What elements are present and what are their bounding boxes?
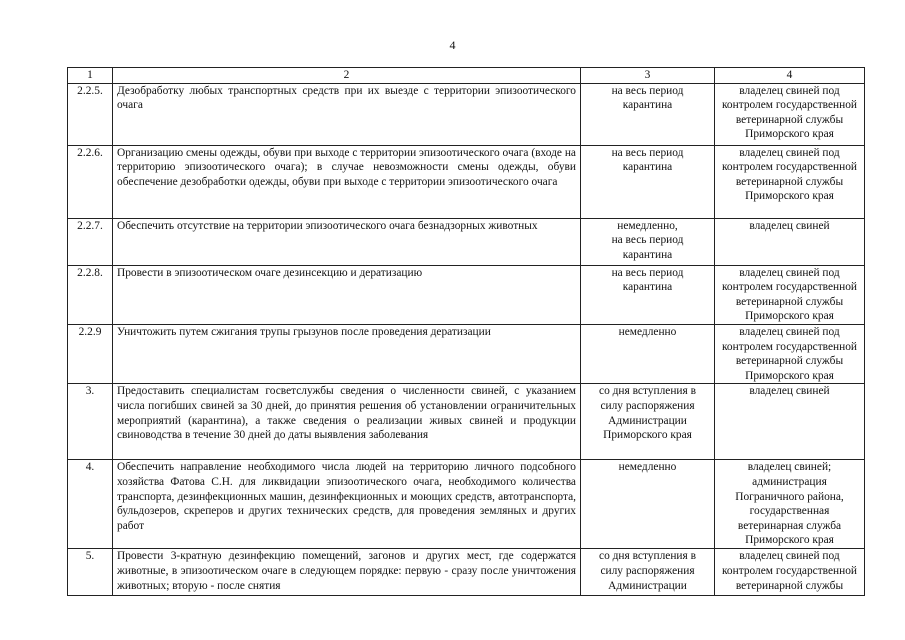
responsible-line: ветеринарной службы xyxy=(735,579,844,592)
period-line: немедленно xyxy=(618,325,677,338)
table-row xyxy=(68,324,865,383)
item-action: Обеспечить отсутствие на территории эпизоотического очага безнадзорных животных xyxy=(113,218,581,265)
item-responsible xyxy=(715,83,865,145)
item-responsible xyxy=(715,145,865,218)
header-col-1: 1 xyxy=(68,68,113,84)
item-number: 2.2.6. xyxy=(68,145,113,218)
responsible-line: ветеринарной службы xyxy=(735,355,844,368)
table-row xyxy=(68,218,865,265)
period-line: на весь период xyxy=(611,146,684,159)
period-line: немедленно xyxy=(618,461,677,474)
item-action: Предоставить специалистам госветслужбы сведения о численности свиней, с указанием числа погибших свиней за 30 дней, до принятия решения об установлении ограничительных мероприятий (карантина), а также сведения о реализации живых свиней и продукции свиноводства в течение 30 дней до даты выявления заболевания xyxy=(113,384,581,460)
responsible-line: владелец свиней; xyxy=(747,461,832,474)
responsible-line: Приморского края xyxy=(745,190,834,203)
table-row xyxy=(68,549,865,596)
item-number: 2.2.7. xyxy=(68,218,113,265)
item-number: 2.2.5. xyxy=(68,83,113,145)
period-line: со дня вступления в xyxy=(599,385,696,398)
item-responsible xyxy=(715,324,865,383)
item-responsible xyxy=(715,265,865,324)
item-action: Дезобработку любых транспортных средств при их выезде с территории эпизоотического очага xyxy=(113,83,581,145)
item-action: Провести 3-кратную дезинфекцию помещений, загонов и других мест, где содержатся животные, в эпизоотическом очаге в следующем порядке: первую - сразу после уничтожения животных; вторую - после снятия xyxy=(113,549,581,596)
period-line: на весь период xyxy=(611,266,684,279)
item-period xyxy=(581,460,715,549)
page-number: 4 xyxy=(449,38,456,52)
responsible-line: Приморского края xyxy=(745,128,834,141)
responsible-line: владелец свиней xyxy=(749,385,830,398)
item-period xyxy=(581,145,715,218)
table-row xyxy=(68,460,865,549)
responsible-line: контролем государственной xyxy=(721,564,858,577)
item-action: Уничтожить путем сжигания трупы грызунов после проведения дератизации xyxy=(113,324,581,383)
responsible-line: контролем государственной xyxy=(721,281,858,294)
period-line: карантина xyxy=(622,281,673,294)
measures-table xyxy=(67,67,865,596)
responsible-line: владелец свиней под xyxy=(739,325,840,338)
item-period xyxy=(581,324,715,383)
item-responsible xyxy=(715,384,865,460)
responsible-line: владелец свиней под xyxy=(739,550,840,563)
table-body xyxy=(68,83,865,596)
responsible-line: ветеринарная служба xyxy=(737,519,842,532)
header-col-2: 2 xyxy=(113,68,581,84)
item-period xyxy=(581,384,715,460)
period-line: силу распоряжения xyxy=(600,399,695,412)
responsible-line: владелец свиней под xyxy=(739,84,840,97)
responsible-line: контролем государственной xyxy=(721,340,858,353)
item-responsible xyxy=(715,218,865,265)
item-period xyxy=(581,218,715,265)
responsible-line: владелец свиней xyxy=(749,219,830,232)
table-row xyxy=(68,145,865,218)
period-line: карантина xyxy=(622,248,673,261)
responsible-line: Пограничного района, xyxy=(735,490,844,503)
table-row xyxy=(68,83,865,145)
responsible-line: владелец свиней под xyxy=(739,146,840,159)
responsible-line: государственная xyxy=(749,505,830,518)
header-col-3: 3 xyxy=(581,68,715,84)
item-number: 5. xyxy=(68,549,113,596)
item-period xyxy=(581,83,715,145)
item-responsible xyxy=(715,549,865,596)
period-line: карантина xyxy=(622,161,673,174)
item-number: 4. xyxy=(68,460,113,549)
period-line: карантина xyxy=(622,99,673,112)
item-number: 2.2.9 xyxy=(68,324,113,383)
responsible-line: ветеринарной службы xyxy=(735,295,844,308)
table-row xyxy=(68,265,865,324)
responsible-line: контролем государственной xyxy=(721,161,858,174)
item-number: 2.2.8. xyxy=(68,265,113,324)
responsible-line: Приморского края xyxy=(745,534,834,547)
item-action: Обеспечить направление необходимого числа людей на территорию личного подсобного хозяйства Фатова С.Н. для ликвидации эпизоотического очага, необходимого количества транспорта, дезинфекционных машин, дезинфекционных и моющих средств, автотранспорта, бульдозеров, скреперов и других технических средств, для проведения земляных и других работ xyxy=(113,460,581,549)
responsible-line: администрация xyxy=(752,475,827,488)
table-row xyxy=(68,384,865,460)
period-line: на весь период xyxy=(611,84,684,97)
period-line: на весь период xyxy=(611,234,684,247)
item-number: 3. xyxy=(68,384,113,460)
table-header-row xyxy=(68,68,865,84)
period-line: Администрации xyxy=(608,414,687,427)
period-line: со дня вступления в xyxy=(599,550,696,563)
responsible-line: ветеринарной службы xyxy=(735,175,844,188)
responsible-line: ветеринарной службы xyxy=(735,113,844,126)
responsible-line: Приморского края xyxy=(745,310,834,323)
responsible-line: контролем государственной xyxy=(721,99,858,112)
item-action: Провести в эпизоотическом очаге дезинсекцию и дератизацию xyxy=(113,265,581,324)
item-period xyxy=(581,265,715,324)
item-responsible xyxy=(715,460,865,549)
period-line: немедленно, xyxy=(617,219,678,232)
responsible-line: Приморского края xyxy=(745,369,834,382)
period-line: Приморского края xyxy=(603,429,692,442)
period-line: силу распоряжения xyxy=(600,564,695,577)
item-action: Организацию смены одежды, обуви при выходе с территории эпизоотического очага (входе на территорию эпизоотического очага); в случае невозможности смены одежды, обуви обеспечение дезобработки одежды, обуви при выходе с территории эпизоотического очага xyxy=(113,145,581,218)
item-period xyxy=(581,549,715,596)
header-col-4: 4 xyxy=(715,68,865,84)
responsible-line: владелец свиней под xyxy=(739,266,840,279)
period-line: Администрации xyxy=(608,579,687,592)
